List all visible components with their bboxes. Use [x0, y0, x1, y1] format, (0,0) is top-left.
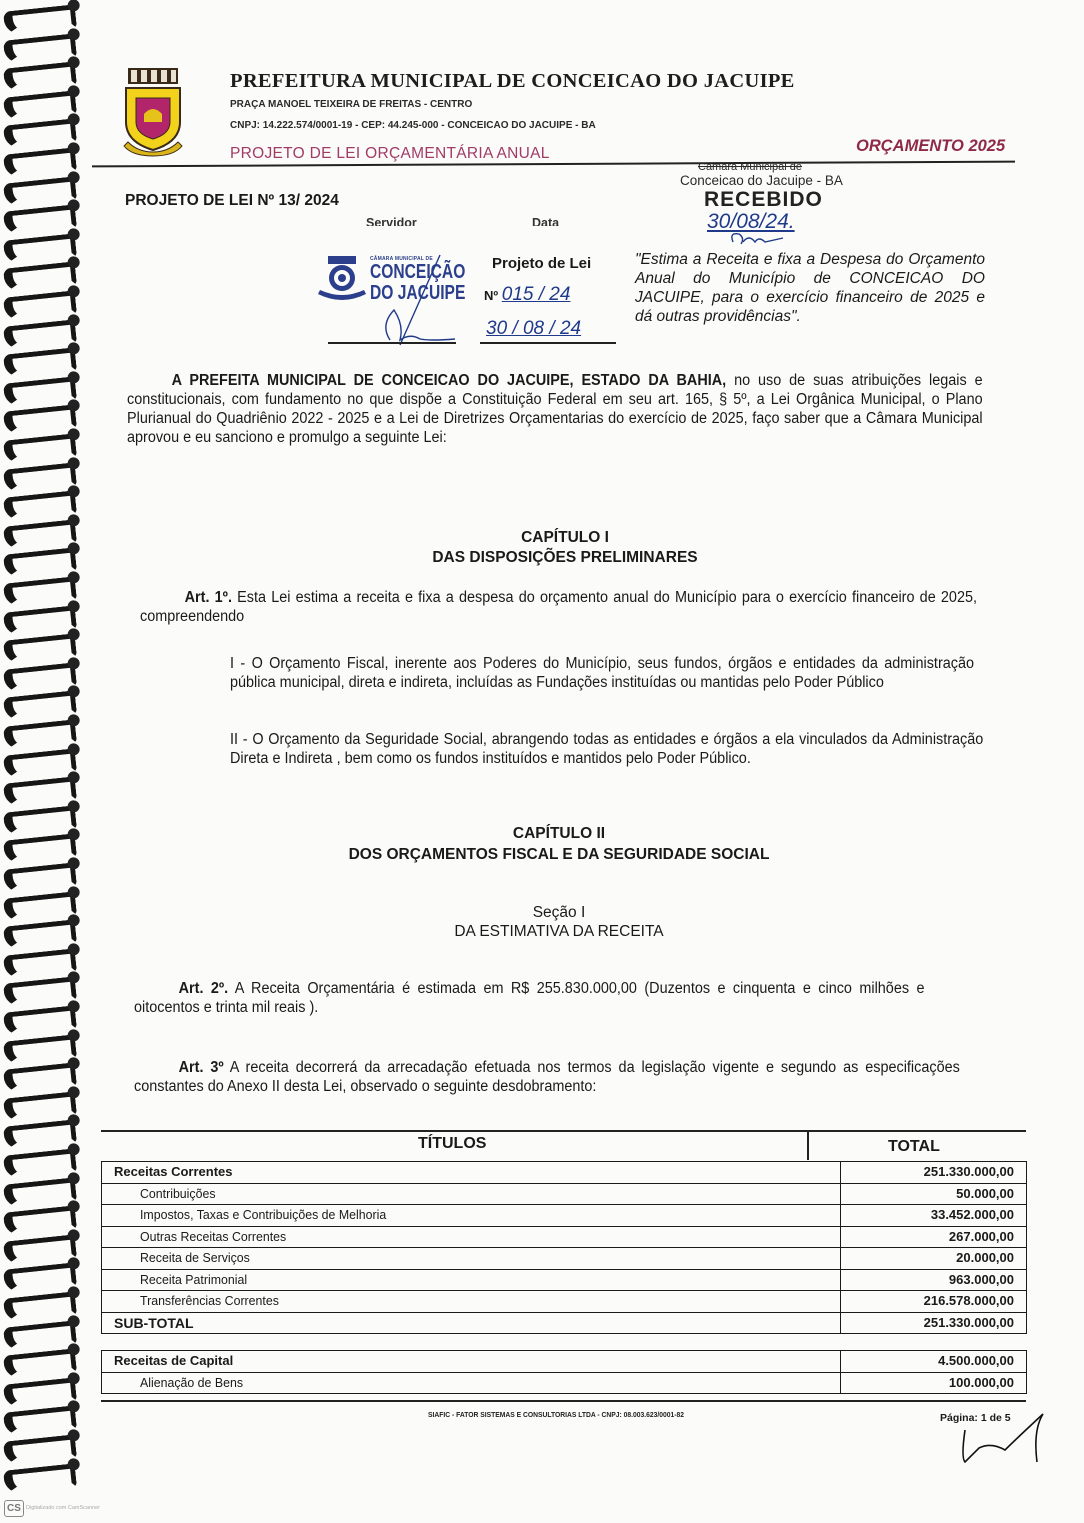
header-title: PREFEITURA MUNICIPAL DE CONCEICAO DO JACUIPE — [230, 70, 795, 92]
row-total: 100.000,00 — [841, 1372, 1027, 1394]
ementa-text: "Estima a Receita e fixa a Despesa do Orçamento Anual do Município de CONCEICAO DO JACUIPE, para o exercício financeiro de 2025 e dá outras providências". — [635, 251, 985, 325]
spiral-binding — [0, 0, 75, 1500]
art2-paragraph — [134, 979, 925, 1017]
spiral-coil — [3, 576, 77, 607]
table-row — [102, 1226, 1027, 1248]
section1-title: Seção I — [532, 904, 586, 921]
spiral-coil — [3, 977, 77, 1008]
table-row — [102, 1248, 1027, 1270]
servidor-signature-line — [328, 342, 456, 344]
row-title-text: Receita de Serviços — [140, 1250, 250, 1266]
preamble-paragraph — [127, 371, 983, 447]
art1-item1: I - O Orçamento Fiscal, inerente aos Poderes do Município, seus fundos, órgãos e entidades da administração pública municipal, direta e indireta, incluídas as Fundações instituídas ou mantidas pelo Poder Público — [230, 655, 974, 691]
numero-handwritten: 015 / 24 — [501, 284, 571, 305]
row-title — [102, 1269, 841, 1291]
section1-subtitle: DA ESTIMATIVA DA RECEITA — [454, 923, 664, 940]
table-row — [102, 1291, 1027, 1313]
servidor-signature-icon — [360, 255, 470, 350]
spiral-coil — [3, 462, 77, 493]
chapter2-subtitle: DOS ORÇAMENTOS FISCAL E DA SEGURIDADE SOCIAL — [348, 846, 770, 863]
revenue-table-capital — [101, 1350, 1027, 1394]
table-row — [102, 1205, 1027, 1227]
row-title — [102, 1205, 841, 1227]
spiral-coil — [3, 1434, 77, 1465]
footer-siafic: SIAFIC - FATOR SISTEMAS E CONSULTORIAS LTDA - CNPJ: 08.003.623/0001-82 — [428, 1410, 685, 1419]
spiral-coil — [3, 662, 77, 693]
spiral-coil — [3, 176, 77, 207]
spiral-coil — [3, 605, 77, 636]
projeto-numero — [484, 284, 570, 306]
row-total: 20.000,00 — [841, 1248, 1027, 1270]
preamble-bold: A PREFEITA MUNICIPAL DE CONCEICAO DO JACUIPE, ESTADO DA BAHIA, — [171, 372, 727, 389]
budget-year-label: ORÇAMENTO 2025 — [856, 137, 1006, 155]
spiral-coil — [3, 405, 77, 436]
spiral-coil — [3, 119, 77, 150]
row-title — [102, 1312, 841, 1334]
row-title-text: Receitas Correntes — [114, 1164, 233, 1180]
spiral-coil — [3, 1377, 77, 1408]
revenue-table-correntes — [101, 1161, 1027, 1334]
spiral-coil — [3, 1463, 77, 1494]
spiral-coil — [3, 33, 77, 64]
projeto-de-lei-label: Projeto de Lei — [492, 255, 592, 272]
camara-logo-line1: CONCEIÇÃO — [370, 261, 466, 283]
spiral-coil — [3, 347, 77, 378]
spiral-coil — [3, 1406, 77, 1437]
table-header-total: TOTAL — [888, 1138, 940, 1155]
data-label-top: Data — [532, 216, 560, 226]
spiral-coil — [3, 1348, 77, 1379]
spiral-coil — [3, 1263, 77, 1294]
table-bottom-rule — [101, 1400, 1026, 1402]
spiral-coil — [3, 691, 77, 722]
spiral-coil — [3, 748, 77, 779]
table-header-divider — [807, 1132, 809, 1160]
chapter1-subtitle: DAS DISPOSIÇÕES PRELIMINARES — [432, 549, 698, 566]
header-document-type: PROJETO DE LEI ORÇAMENTÁRIA ANUAL — [230, 145, 550, 162]
row-title-text: Transferências Correntes — [140, 1293, 279, 1309]
spiral-coil — [3, 433, 77, 464]
spiral-coil — [3, 862, 77, 893]
art3-paragraph — [134, 1058, 960, 1096]
spiral-coil — [3, 204, 77, 235]
table-row — [102, 1312, 1027, 1334]
camscanner-watermark: Digitalizado com CamScanner — [26, 1505, 100, 1511]
row-total: 33.452.000,00 — [841, 1205, 1027, 1227]
row-total: 963.000,00 — [841, 1269, 1027, 1291]
row-title — [102, 1248, 841, 1270]
row-title-text: Contribuições — [140, 1185, 216, 1201]
art3-text: A receita decorrerá da arrecadação efetuada nos termos da legislação vigente e segundo as especificações constantes do Anexo II desta Lei, observado o seguinte desdobramento: — [134, 1059, 960, 1095]
art1-label: Art. 1º. — [184, 589, 232, 606]
spiral-coil — [3, 4, 77, 35]
numero-prefix: Nº — [484, 288, 499, 303]
spiral-coil — [3, 1291, 77, 1322]
art2-label: Art. 2º. — [178, 980, 229, 997]
row-title-text: SUB-TOTAL — [114, 1314, 194, 1331]
camara-logo-small-text: CÂMARA MUNICIPAL DE — [370, 256, 433, 262]
table-header-titulos: TÍTULOS — [418, 1135, 487, 1152]
spiral-coil — [3, 90, 77, 121]
spiral-coil — [3, 719, 77, 750]
art1-text: Esta Lei estima a receita e fixa a despesa do orçamento anual do Município para o exercício financeiro de 2025, compreendendo — [140, 589, 978, 625]
row-total: 216.578.000,00 — [841, 1291, 1027, 1313]
camara-logo-line2: DO JACUIPE — [370, 282, 466, 304]
stamp-camara-line1: Camara Municipal de — [698, 161, 802, 173]
spiral-coil — [3, 262, 77, 293]
row-title-text: Receitas de Capital — [114, 1353, 234, 1369]
art1-paragraph — [140, 588, 977, 626]
row-total: 251.330.000,00 — [841, 1312, 1027, 1334]
row-title-text: Impostos, Taxas e Contribuições de Melhoria — [140, 1207, 387, 1223]
municipal-crest-logo — [122, 66, 184, 158]
spiral-coil — [3, 233, 77, 264]
spiral-coil — [3, 1148, 77, 1179]
chapter1-title: CAPÍTULO I — [521, 529, 609, 546]
spiral-coil — [3, 1234, 77, 1265]
table-row — [102, 1162, 1027, 1184]
spiral-coil — [3, 948, 77, 979]
spiral-coil — [3, 61, 77, 92]
art3-label: Art. 3º — [178, 1059, 224, 1076]
camscanner-logo-icon: CS — [4, 1500, 24, 1517]
received-stamp-date: 30/08/24. — [707, 210, 795, 233]
spiral-coil — [3, 1205, 77, 1236]
table-row — [102, 1351, 1027, 1373]
received-stamp-label: RECEBIDO — [704, 188, 823, 211]
table-row — [102, 1269, 1027, 1291]
row-title-text: Outras Receitas Correntes — [140, 1228, 287, 1244]
row-total: 251.330.000,00 — [841, 1162, 1027, 1184]
spiral-coil — [3, 633, 77, 664]
header-address: PRAÇA MANOEL TEIXEIRA DE FREITAS - CENTRO — [230, 99, 473, 110]
row-title-text: Alienação de Bens — [140, 1374, 244, 1390]
data-signature-line — [480, 342, 616, 344]
row-title — [102, 1291, 841, 1313]
header-cnpj: CNPJ: 14.222.574/0001-19 - CEP: 44.245-000 - CONCEICAO DO JACUIPE - BA — [230, 120, 596, 131]
bill-number: PROJETO DE LEI Nº 13/ 2024 — [125, 192, 339, 209]
spiral-coil — [3, 1091, 77, 1122]
art1-item2: II - O Orçamento da Seguridade Social, abrangendo todas as entidades e órgãos a ela vinculados da Administração Direta e Indireta , bem como os fundos instituídos e mantidos pelo Poder Público. — [230, 731, 984, 767]
row-title-text: Receita Patrimonial — [140, 1271, 248, 1287]
footer-signature-icon — [955, 1410, 1045, 1465]
projeto-date-handwritten: 30 / 08 / 24 — [486, 318, 582, 339]
table-row — [102, 1372, 1027, 1394]
row-total: 4.500.000,00 — [841, 1351, 1027, 1373]
table-top-rule — [101, 1130, 1026, 1132]
servidor-label-top: Servidor — [366, 216, 417, 226]
row-title — [102, 1372, 841, 1394]
row-title — [102, 1351, 841, 1373]
chapter2-title: CAPÍTULO II — [512, 825, 606, 842]
spiral-coil — [3, 147, 77, 178]
preamble-text: no uso de suas atribuições legais e constitucionais, com fundamento no que dispõe a Constituição Federal em seu art. 165, § 5º, a Lei Orgânica Municipal, o Plano Plurianual do Quadriênio 2022 - 2025 e a Lei de Diretrizes Orçamentarias do exercício de 2025, faço saber que a Câmara Municipal aprovou e eu sanciono e promulgo a seguinte Lei: — [127, 372, 983, 446]
row-total: 267.000,00 — [841, 1226, 1027, 1248]
spiral-coil — [3, 1177, 77, 1208]
footer-page-number: Página: 1 de 5 — [940, 1412, 1011, 1424]
spiral-coil — [3, 776, 77, 807]
spiral-coil — [3, 319, 77, 350]
row-title — [102, 1226, 841, 1248]
art2-text: A Receita Orçamentária é estimada em R$ 255.830.000,00 (Duzentos e cinquenta e cinco milhões e oitocentos e trinta mil reais ). — [134, 980, 925, 1016]
row-title — [102, 1162, 841, 1184]
spiral-coil — [3, 376, 77, 407]
spiral-coil — [3, 1062, 77, 1093]
row-title — [102, 1183, 841, 1205]
received-stamp-camara — [680, 160, 843, 188]
spiral-coil — [3, 1034, 77, 1065]
spiral-coil — [3, 1120, 77, 1151]
spiral-coil — [3, 1005, 77, 1036]
table-row — [102, 1183, 1027, 1205]
row-total: 50.000,00 — [841, 1183, 1027, 1205]
stamp-camara-line2: Conceicao do Jacuipe - BA — [680, 173, 843, 188]
spiral-coil — [3, 290, 77, 321]
spiral-coil — [3, 490, 77, 521]
spiral-coil — [3, 1320, 77, 1351]
